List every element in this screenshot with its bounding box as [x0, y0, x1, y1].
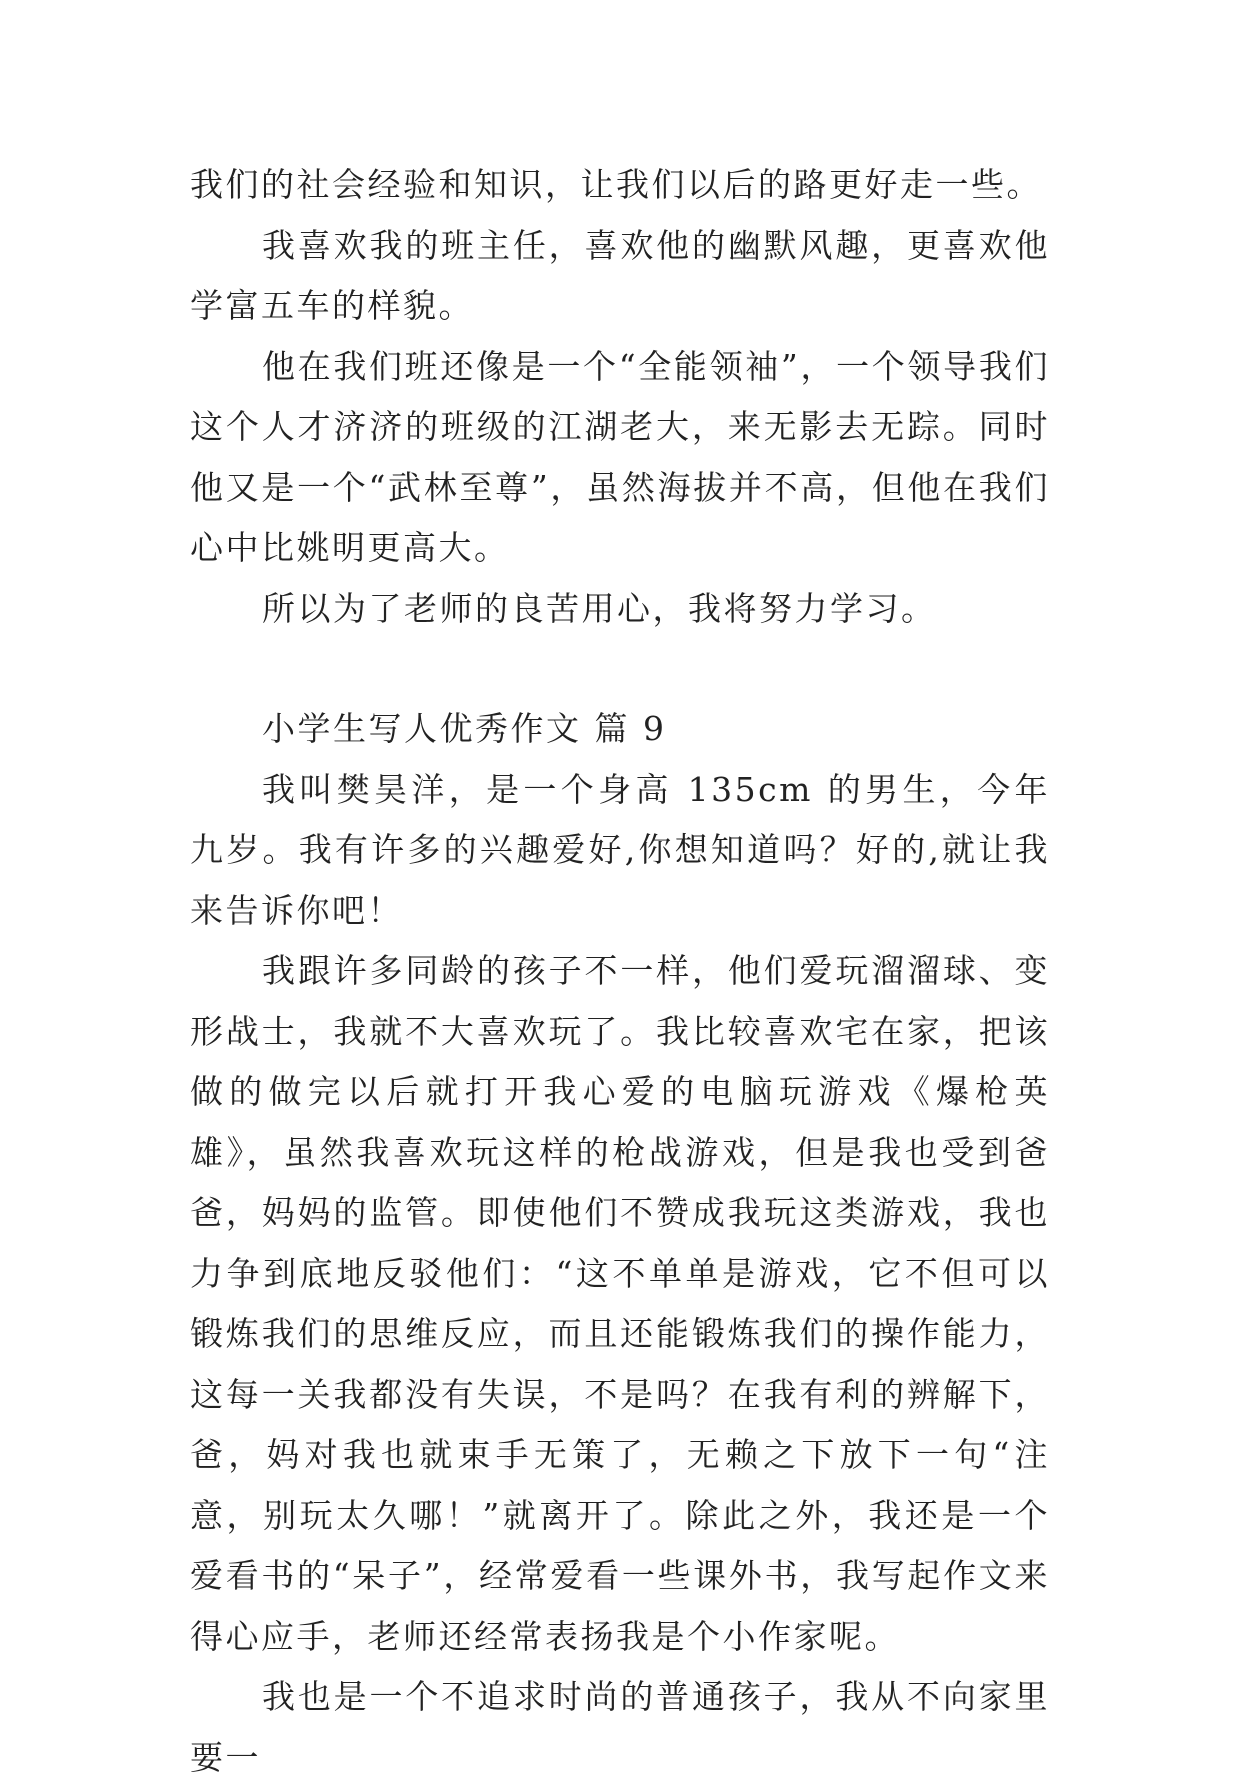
paragraph: 所以为了老师的良苦用心，我将努力学习。: [262, 588, 937, 628]
section-heading: 小学生写人优秀作文 篇 9: [262, 709, 667, 748]
paragraph: 我们的社会经验和知识，让我们以后的路更好走一些。: [190, 165, 1042, 204]
paragraph: 我喜欢我的班主任，喜欢他的幽默风趣，更喜欢他学富五车的样貌。: [190, 225, 1050, 325]
section-spacer: [190, 639, 1050, 699]
paragraph: 我叫樊昊洋，是一个身高 135cm 的男生，今年九岁。我有许多的兴趣爱好,你想知道吗？好的,就让我来告诉你吧！: [190, 769, 1050, 930]
paragraph: 我也是一个不追求时尚的普通孩子，我从不向家里要一: [190, 1677, 1050, 1777]
paragraph: 他在我们班还像是一个“全能领袖”，一个领导我们这个人才济济的班级的江湖老大，来无影去无踪。同时他又是一个“武林至尊”，虽然海拔并不高，但他在我们心中比姚明更高大。: [190, 346, 1050, 567]
document-body: [190, 155, 1050, 1788]
paragraph: 我跟许多同龄的孩子不一样，他们爱玩溜溜球、变形战士，我就不大喜欢玩了。我比较喜欢宅在家，把该做的做完以后就打开我心爱的电脑玩游戏《爆枪英雄》，虽然我喜欢玩这样的枪战游戏，但是我也受到爸爸，妈妈的监管。即使他们不赞成我玩这类游戏，我也力争到底地反驳他们：“这不单单是游戏，它不但可以锻炼我们的思维反应，而且还能锻炼我们的操作能力，这每一关我都没有失误，不是吗？在我有利的辨解下，爸，妈对我也就束手无策了，无赖之下放下一句“注意，别玩太久哪！”就离开了。除此之外，我还是一个爱看书的“呆子”，经常爱看一些课外书，我写起作文来得心应手，老师还经常表扬我是个小作家呢。: [190, 951, 1050, 1656]
